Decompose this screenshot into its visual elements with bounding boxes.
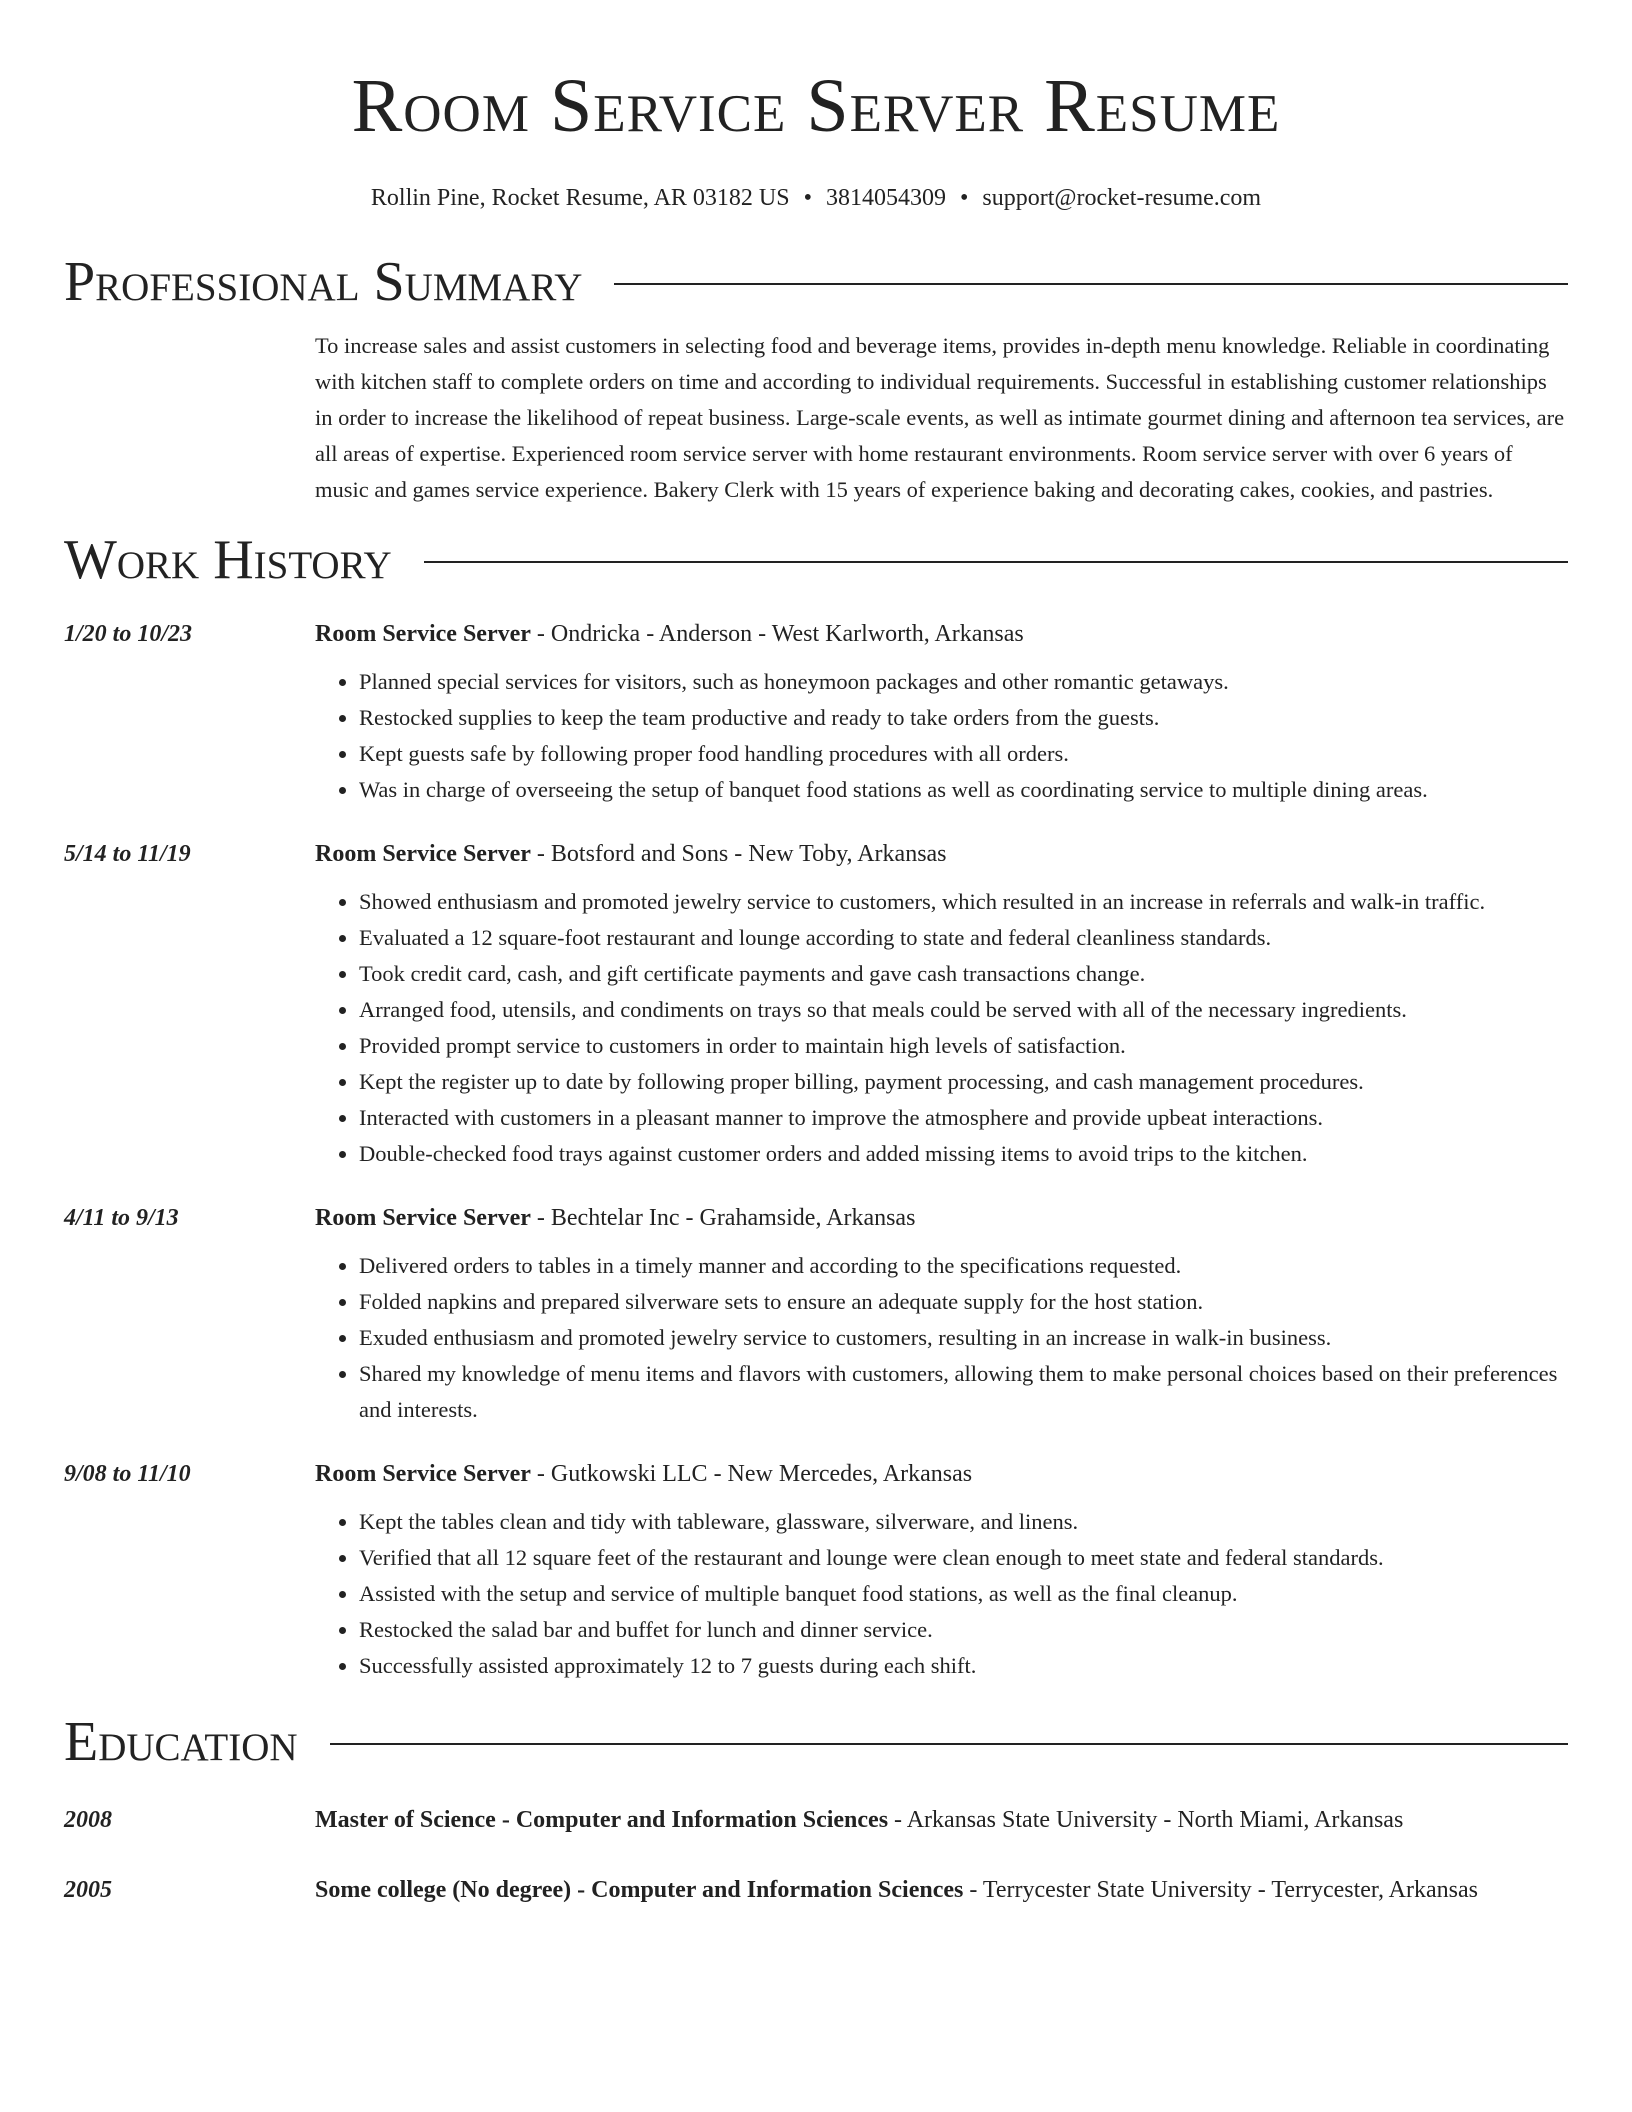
work-bullet: • Planned special services for visitors, such as honeymoon packages and other romantic getaways. bbox=[359, 664, 1568, 700]
work-entry-header bbox=[315, 1198, 1568, 1238]
section-divider bbox=[330, 1743, 1568, 1745]
contact-separator: • bbox=[960, 185, 969, 211]
work-bullet: • Folded napkins and prepared silverware sets to ensure an adequate supply for the host station. bbox=[359, 1284, 1568, 1320]
school-location: - Arkansas State University - North Miami, Arkansas bbox=[888, 1807, 1404, 1833]
school-location: - Terrycester State University - Terrycester, Arkansas bbox=[963, 1877, 1478, 1903]
employer-location: - Gutkowski LLC - New Mercedes, Arkansas bbox=[530, 1461, 973, 1487]
resume-title: Room Service Server Resume bbox=[351, 64, 1281, 148]
work-bullets bbox=[315, 1504, 1568, 1684]
work-dates: 9/08 to 11/10 bbox=[64, 1461, 191, 1487]
work-entry bbox=[64, 1198, 1568, 1428]
job-title: Room Service Server bbox=[315, 621, 531, 647]
work-bullets bbox=[315, 664, 1568, 808]
work-history-section bbox=[64, 524, 1568, 1684]
employer-location: - Botsford and Sons - New Toby, Arkansas bbox=[530, 841, 947, 867]
work-bullet: • Exuded enthusiasm and promoted jewelry service to customers, resulting in an increase in walk-in business. bbox=[359, 1320, 1568, 1356]
employer-location: - Bechtelar Inc - Grahamside, Arkansas bbox=[530, 1205, 916, 1231]
work-dates: 4/11 to 9/13 bbox=[64, 1205, 179, 1231]
professional-summary-section bbox=[64, 246, 1568, 508]
education-entry-body bbox=[315, 1800, 1568, 1840]
work-entry-body bbox=[315, 1198, 1568, 1428]
work-bullet: • Delivered orders to tables in a timely manner and according to the specifications requested. bbox=[359, 1248, 1568, 1284]
contact-email[interactable]: support@rocket-resume.com bbox=[982, 185, 1262, 211]
section-divider bbox=[424, 561, 1568, 563]
work-bullet: • Restocked supplies to keep the team productive and ready to take orders from the guests. bbox=[359, 700, 1568, 736]
education-entry bbox=[64, 1870, 1568, 1910]
work-bullet: • Arranged food, utensils, and condiments on trays so that meals could be served with all of the necessary ingredients. bbox=[359, 992, 1568, 1028]
work-bullet: • Kept the register up to date by following proper billing, payment processing, and cash management procedures. bbox=[359, 1064, 1568, 1100]
section-header bbox=[64, 246, 1568, 318]
contact-address: Rollin Pine, Rocket Resume, AR 03182 US bbox=[370, 185, 790, 211]
section-heading-education: Education bbox=[64, 1711, 298, 1773]
job-title: Room Service Server bbox=[315, 841, 531, 867]
work-entry bbox=[64, 614, 1568, 808]
work-bullet: • Shared my knowledge of menu items and flavors with customers, allowing them to make personal choices based on their preferences and interests. bbox=[359, 1356, 1568, 1428]
work-entry-header bbox=[315, 834, 1568, 874]
work-bullet: • Kept guests safe by following proper food handling procedures with all orders. bbox=[359, 736, 1568, 772]
contact-separator: • bbox=[803, 185, 812, 211]
work-dates: 1/20 to 10/23 bbox=[64, 621, 193, 647]
work-bullet: • Verified that all 12 square feet of the restaurant and lounge were clean enough to meet state and federal standards. bbox=[359, 1540, 1568, 1576]
work-entry bbox=[64, 1454, 1568, 1684]
work-bullet: • Was in charge of overseeing the setup of banquet food stations as well as coordinating service to multiple dining areas. bbox=[359, 772, 1568, 808]
work-bullet: • Restocked the salad bar and buffet for lunch and dinner service. bbox=[359, 1612, 1568, 1648]
work-entry-body bbox=[315, 614, 1568, 808]
work-bullet: • Showed enthusiasm and promoted jewelry service to customers, which resulted in an increase in referrals and walk-in traffic. bbox=[359, 884, 1568, 920]
resume-page bbox=[64, 0, 1568, 1910]
work-bullets bbox=[315, 884, 1568, 1172]
work-bullet: • Double-checked food trays against customer orders and added missing items to avoid trips to the kitchen. bbox=[359, 1136, 1568, 1172]
work-bullet: • Evaluated a 12 square-foot restaurant and lounge according to state and federal cleanliness standards. bbox=[359, 920, 1568, 956]
contact-line bbox=[64, 180, 1568, 216]
section-divider bbox=[614, 283, 1568, 285]
section-heading-summary: Professional Summary bbox=[64, 251, 583, 313]
work-bullet: • Successfully assisted approximately 12 to 7 guests during each shift. bbox=[359, 1648, 1568, 1684]
work-bullet: • Took credit card, cash, and gift certificate payments and gave cash transactions change. bbox=[359, 956, 1568, 992]
job-title: Room Service Server bbox=[315, 1205, 531, 1231]
work-bullets bbox=[315, 1248, 1568, 1428]
education-entries bbox=[64, 1800, 1568, 1910]
summary-text: To increase sales and assist customers in selecting food and beverage items, provides in-depth menu knowledge. Reliable in coordinating with kitchen staff to complete orders on time and according to individual requirements. Successful in establishing customer relationships in order to increase the likelihood of repeat business. Large-scale events, as well as intimate gourmet dining and afternoon tea services, are all areas of expertise. Experienced room service server with home restaurant environments. Room service server with over 6 years of music and games service experience. Bakery Clerk with 15 years of experience baking and decorating cakes, cookies, and pastries. bbox=[315, 333, 1565, 502]
education-year: 2005 bbox=[64, 1877, 112, 1903]
work-bullet: • Provided prompt service to customers in order to maintain high levels of satisfaction. bbox=[359, 1028, 1568, 1064]
education-header bbox=[315, 1870, 1568, 1910]
work-entry-body bbox=[315, 834, 1568, 1172]
work-entry-header bbox=[315, 614, 1568, 654]
work-bullet: • Interacted with customers in a pleasant manner to improve the atmosphere and provide upbeat interactions. bbox=[359, 1100, 1568, 1136]
contact-phone: 3814054309 bbox=[826, 185, 946, 211]
section-heading-work: Work History bbox=[64, 529, 392, 591]
section-header bbox=[64, 524, 1568, 596]
education-entry bbox=[64, 1800, 1568, 1840]
education-section bbox=[64, 1706, 1568, 1910]
education-year: 2008 bbox=[64, 1807, 112, 1833]
degree: Some college (No degree) - Computer and Information Sciences bbox=[315, 1877, 964, 1903]
work-entry bbox=[64, 834, 1568, 1172]
degree: Master of Science - Computer and Information Sciences bbox=[315, 1807, 889, 1833]
work-dates: 5/14 to 11/19 bbox=[64, 841, 191, 867]
work-entries bbox=[64, 614, 1568, 1684]
work-entry-header bbox=[315, 1454, 1568, 1494]
education-header bbox=[315, 1800, 1568, 1840]
education-entry-body bbox=[315, 1870, 1568, 1910]
work-entry-body bbox=[315, 1454, 1568, 1684]
section-header bbox=[64, 1706, 1568, 1778]
work-bullet: • Kept the tables clean and tidy with tableware, glassware, silverware, and linens. bbox=[359, 1504, 1568, 1540]
employer-location: - Ondricka - Anderson - West Karlworth, Arkansas bbox=[530, 621, 1024, 647]
job-title: Room Service Server bbox=[315, 1461, 531, 1487]
work-bullet: • Assisted with the setup and service of multiple banquet food stations, as well as the final cleanup. bbox=[359, 1576, 1568, 1612]
